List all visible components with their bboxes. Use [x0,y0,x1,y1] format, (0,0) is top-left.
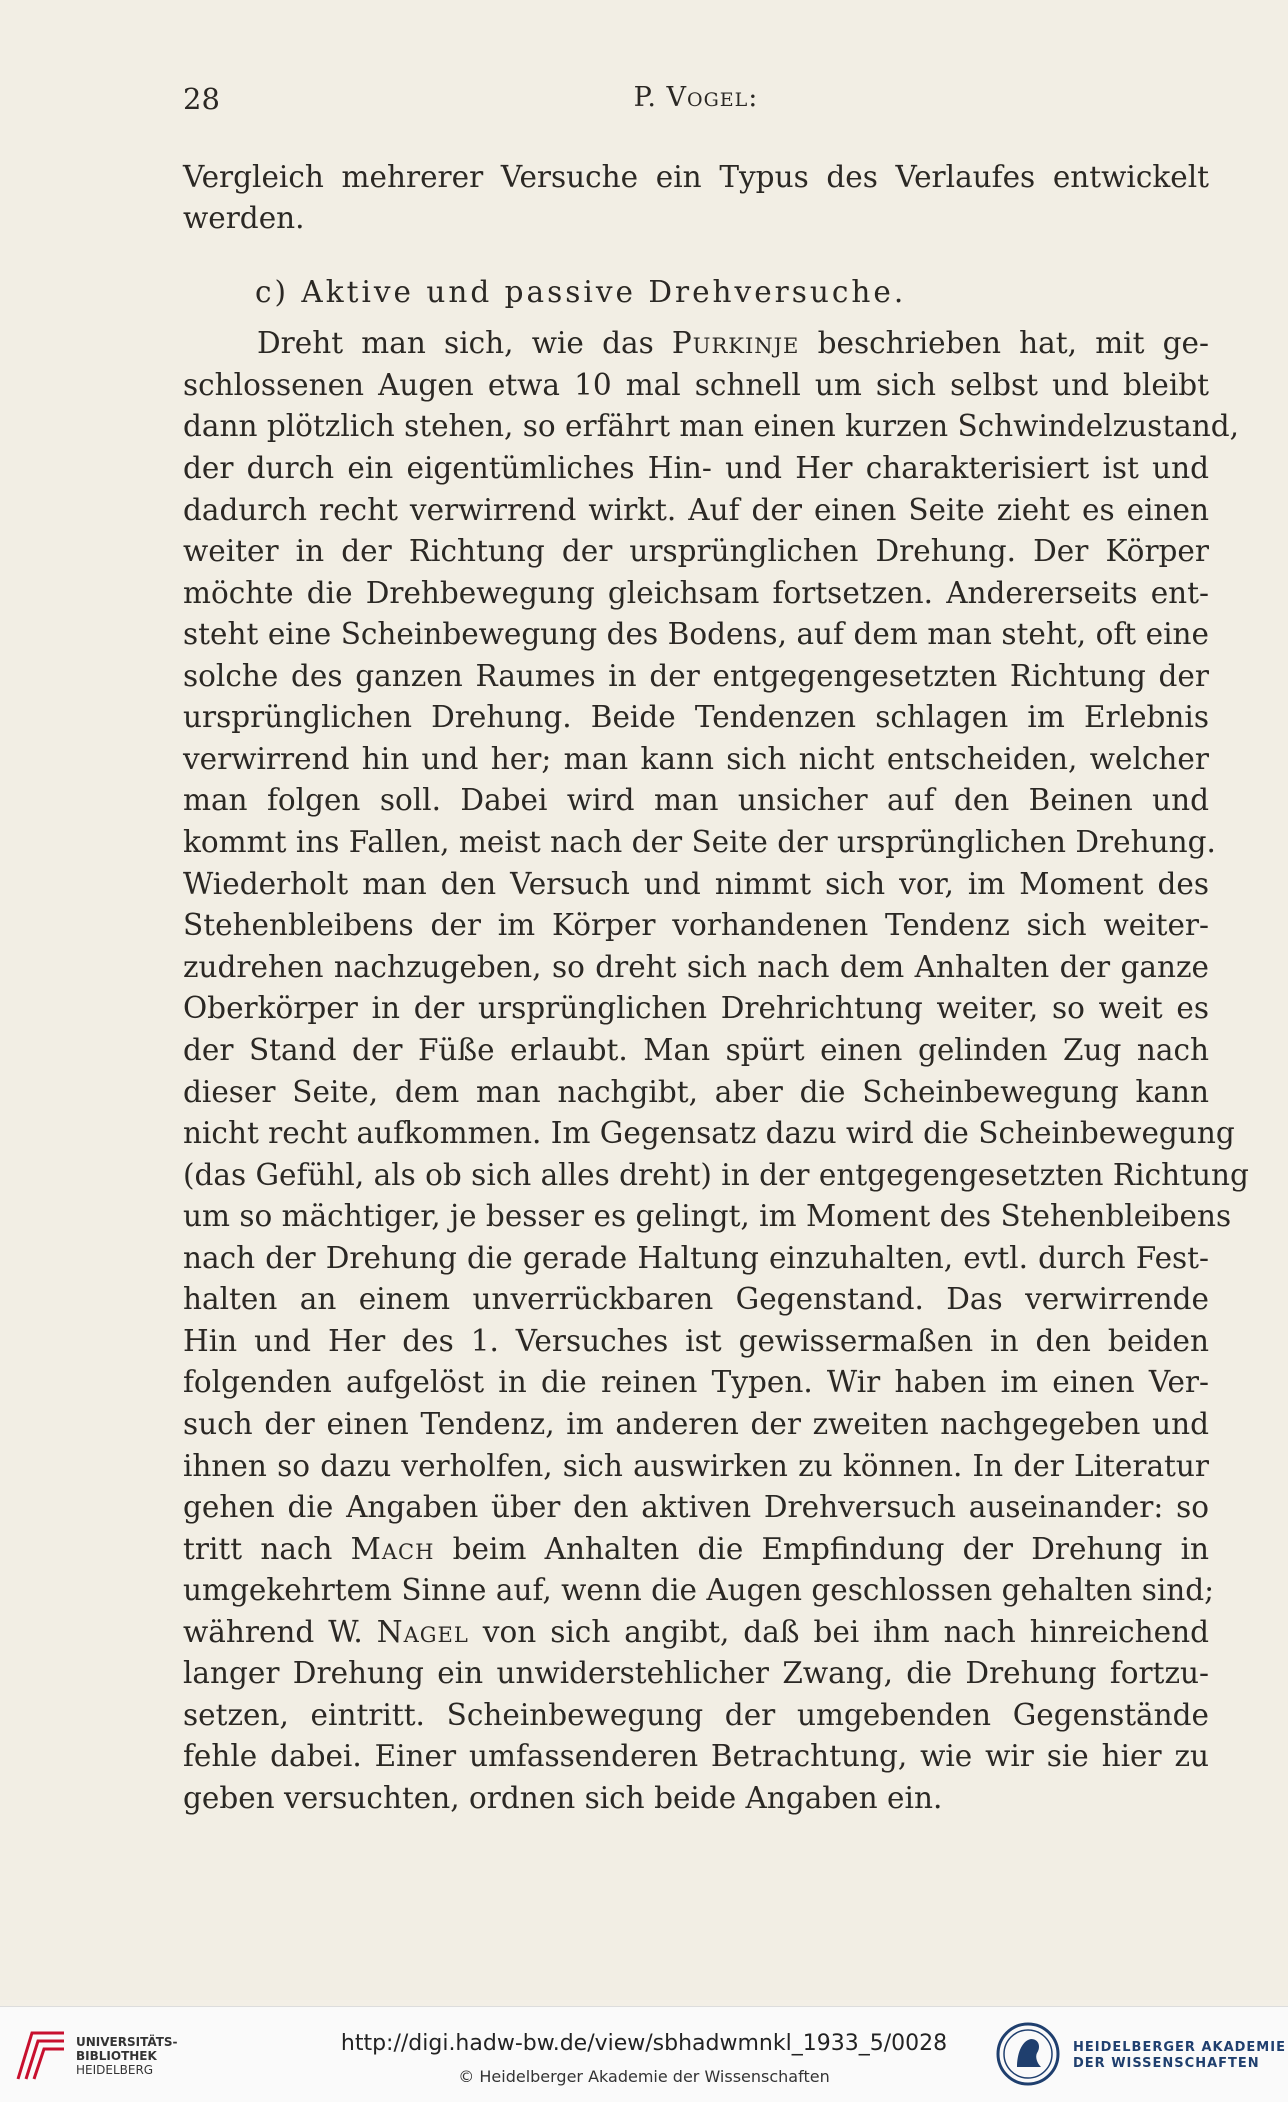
academy-seal-icon [995,2021,1061,2087]
text-line: halten an einem unverrückbaren Gegenstand. Das verwirrende [183,1282,1209,1316]
text-line: werden. [183,201,305,235]
text-line: langer Drehung ein unwiderstehlicher Zwang, die Drehung fortzu- [183,1656,1209,1690]
text-line: möchte die Drehbewegung gleichsam fortsetzen. Andererseits ent- [183,576,1209,610]
text-line: (das Gefühl, als ob sich alles dreht) in der entgegengesetzten Richtung [183,1158,1249,1192]
academy-name: HEIDELBERGER AKADEMIE DER WISSENSCHAFTEN [1073,2040,1286,2071]
text-line: um so mächtiger, je besser es gelingt, im Moment des Stehenbleibens [183,1199,1232,1233]
text-line: tritt nach Mach beim Anhalten die Empfindung der Drehung in [183,1532,1210,1566]
text-line: der durch ein eigentümliches Hin- und Her charakterisiert ist und [183,451,1209,485]
running-title: P. Vogel: [633,82,759,113]
text-line: schlossenen Augen etwa 10 mal schnell um sich selbst und bleibt [183,368,1209,402]
university-library-name: UNIVERSITÄTS- BIBLIOTHEK HEIDELBERG [76,2035,178,2077]
text-line: dadurch recht verwirrend wirkt. Auf der einen Seite zieht es einen [183,493,1209,527]
copyright-notice: © Heidelberger Akademie der Wissenschaften [458,2067,830,2086]
text-line: man folgen soll. Dabei wird man unsicher auf den Beinen und [183,783,1209,817]
text-line: weiter in der Richtung der ursprünglichen Drehung. Der Körper [183,534,1209,568]
text-line: gehen die Angaben über den aktiven Drehversuch auseinander: so [183,1490,1209,1524]
text-line: Hin und Her des 1. Versuches ist gewissermaßen in den beiden [183,1324,1209,1358]
text-line: Wiederholt man den Versuch und nimmt sich vor, im Moment des [183,867,1209,901]
text-line: nach der Drehung die gerade Haltung einzuhalten, evtl. durch Fest- [183,1241,1209,1275]
text-line: steht eine Scheinbewegung des Bodens, auf dem man steht, oft eine [183,617,1209,651]
text-line: zudrehen nachzugeben, so dreht sich nach dem Anhalten der ganze [183,950,1209,984]
text-line: folgenden aufgelöst in die reinen Typen. Wir haben im einen Ver- [183,1365,1209,1399]
text-line: geben versuchten, ordnen sich beide Angaben ein. [183,1781,943,1815]
text-line: ursprünglichen Drehung. Beide Tendenzen schlagen im Erlebnis [183,700,1209,734]
text-line: umgekehrtem Sinne auf, wenn die Augen geschlossen gehalten sind; [183,1573,1215,1607]
text-line: ihnen so dazu verholfen, sich auswirken zu können. In der Literatur [183,1449,1209,1483]
text-line: kommt ins Fallen, meist nach der Seite der ursprünglichen Drehung. [183,825,1216,859]
text-line: Oberkörper in der ursprünglichen Drehrichtung weiter, so weit es [183,991,1209,1025]
permalink-url[interactable]: http://digi.hadw-bw.de/view/sbhadwmnkl_1933_5/0028 [340,2031,948,2056]
text-line: setzen, eintritt. Scheinbewegung der umgebenden Gegenstände [183,1698,1209,1732]
text-line: Stehenbleibens der im Körper vorhandenen Tendenz sich weiter- [183,908,1209,942]
text-line: fehle dabei. Einer umfassenderen Betrachtung, wie wir sie hier zu [183,1739,1209,1773]
text-line: der Stand der Füße erlaubt. Man spürt einen gelinden Zug nach [183,1033,1209,1067]
text-line: dann plötzlich stehen, so erfährt man einen kurzen Schwindelzustand, [183,409,1240,443]
text-line: verwirrend hin und her; man kann sich nicht entscheiden, welcher [183,742,1209,776]
section-heading: c) Aktive und passive Drehversuche. [255,275,907,309]
page-number: 28 [183,82,220,116]
text-line: während W. Nagel von sich angibt, daß bei ihm nach hinreichend [183,1615,1209,1649]
text-line: Dreht man sich, wie das Purkinje beschrieben hat, mit ge- [257,326,1209,360]
text-line: such der einen Tendenz, im anderen der zweiten nachgegeben und [183,1407,1209,1441]
page-header [183,82,1209,122]
text-line: solche des ganzen Raumes in der entgegengesetzten Richtung der [183,659,1209,693]
text-line: Vergleich mehrerer Versuche ein Typus des Verlaufes entwickelt [183,160,1209,194]
text-line: nicht recht aufkommen. Im Gegensatz dazu wird die Scheinbewegung [183,1116,1235,1150]
footer-bar [0,2006,1288,2102]
text-line: dieser Seite, dem man nachgibt, aber die Scheinbewegung kann [183,1075,1209,1109]
